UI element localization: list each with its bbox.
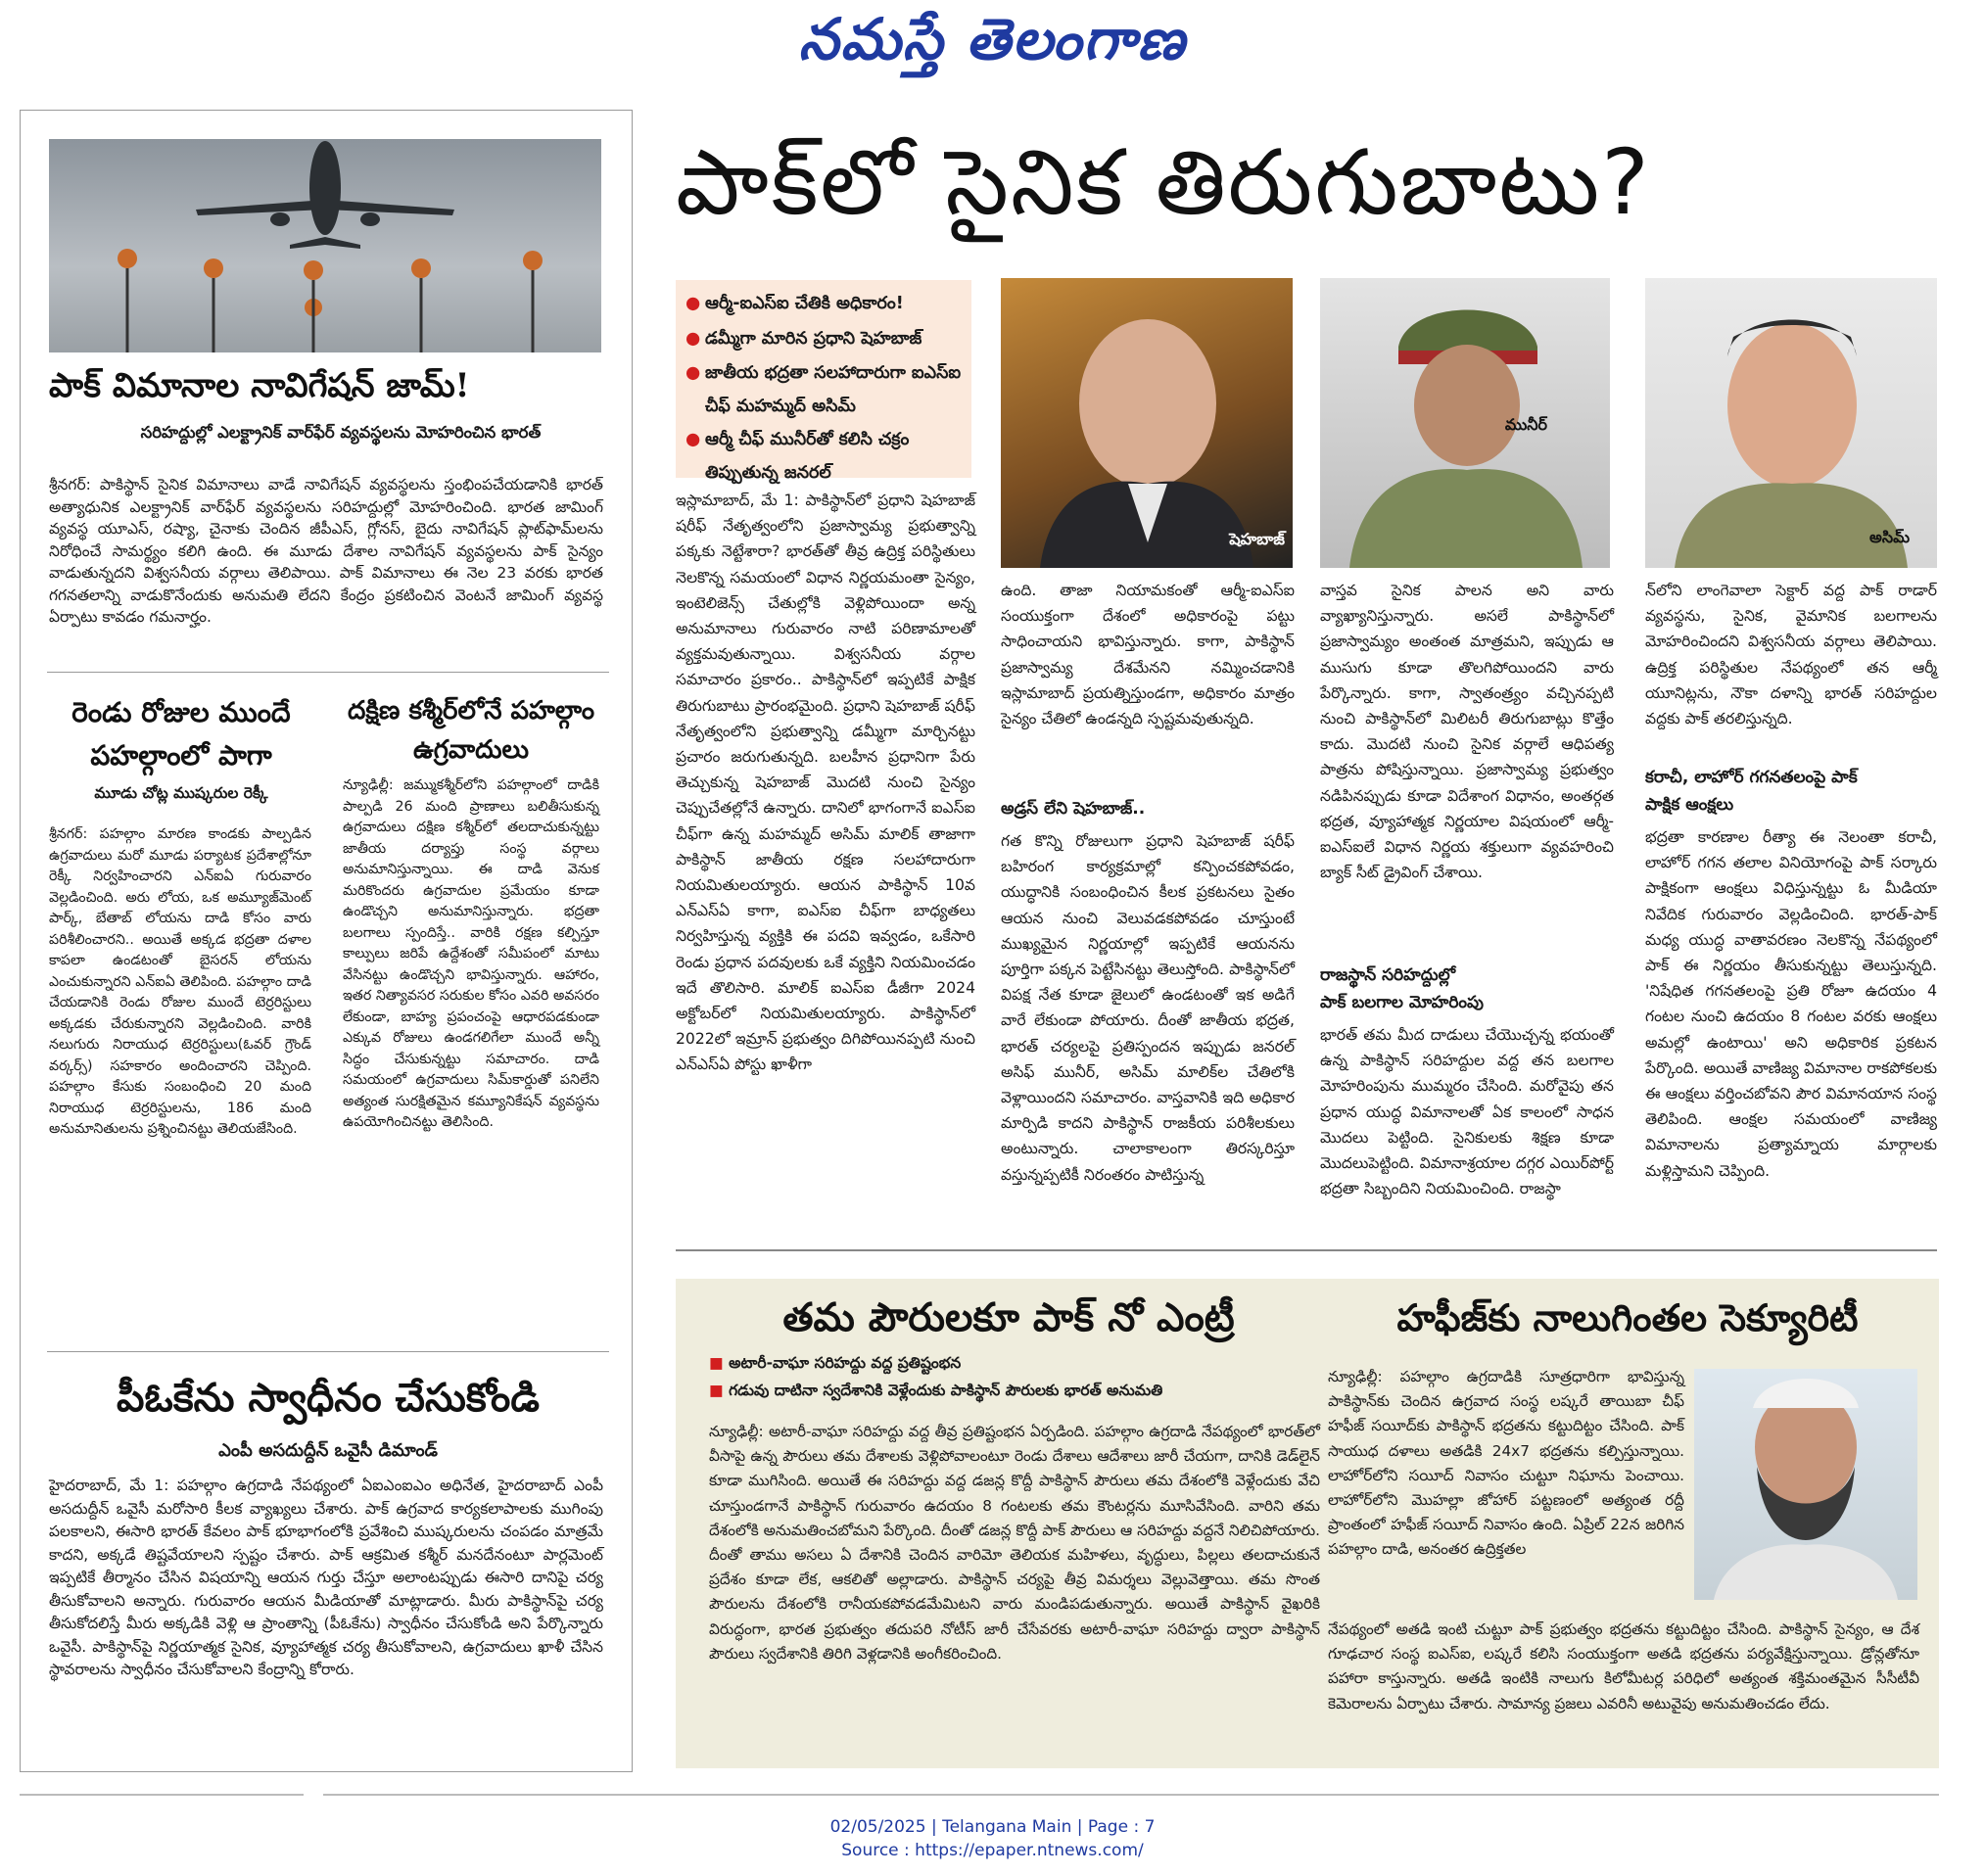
- portrait-illustration: [1694, 1369, 1917, 1600]
- shehbaz-caption: షెహబాజ్: [1229, 530, 1285, 548]
- portrait-illustration: [1645, 278, 1937, 568]
- main-bullet-item: ● డమ్మీగా మారిన ప్రధాని షెహబాజ్: [685, 329, 922, 349]
- main-story-col1: ఇస్లామాబాద్, మే 1: పాకిస్థాన్‌లో ప్రధాని షెహబాజ్ షరీఫ్ నేతృత్వంలోని ప్రజాస్వామ్య ప్రభుత్వాన్ని పక్కకు నెట్టేశారా? భారత్‌తో తీవ్ర ఉద్రిక్త పరిస్థితులు నెలకొన్న సమయంలో విధాన నిర్ణయమంతా సైన్యం, ఇంటెలిజెన్స్ చేతుల్లోకి వెళ్లిపోయిందా అన్న అనుమానాలు గురువారం నాటి పరిణామాలతో వ్యక్తమవుతున్నాయి. విశ్వసనీయ వర్గాల సమాచారం ప్రకారం.. పాకిస్థాన్‌లో ఇప్పటికే పాక్షిక తిరుగుబాటు ప్రారంభమైంది. ప్రధాని షెహబాజ్ షరీఫ్ నేతృత్వంలోని ప్రభుత్వాన్ని డమ్మీగా మార్చినట్టు ప్రచారం జరుగుతున్నది. బలహీన ప్రధానిగా పేరు తెచ్చుకున్న షెహబాజ్ మొదటి నుంచి సైన్యం చెప్పుచేతల్లోనే ఉన్నారు. దానిలో భాగంగానే ఐఎస్‌ఐ చీఫ్‌గా ఉన్న మహమ్మద్ అసిమ్ మాలిక్ తాజాగా పాకిస్థాన్ జాతీయ రక్షణ సలహాదారుగా నియమితులయ్యారు. ఆయన పాకిస్థాన్ 10వ ఎన్ఎస్ఏ కాగా, ఐఎస్ఐ చీఫ్‌గా బాధ్యతలు నిర్వహిస్తున్న వ్యక్తికి ఈ పదవి ఇవ్వడం, ఒకేసారి రెండు ప్రధాన పదవులకు ఒకే వ్యక్తిని నియమించడం ఇదే తొలిసారి. మాలిక్ ఐఎస్ఐ డీజీగా 2024 అక్టోబర్‌లో నియమితులయ్యారు. పాకిస్థాన్‌లో 2022లో ఇమ్రాన్ ప్రభుత్వం దిగిపోయినప్పటి నుంచి ఎన్ఎస్ఏ పోస్టు ఖాళీగా: [676, 492, 975, 1074]
- bottom-story2-body-top: న్యూఢిల్లీ: పహల్గాం ఉగ్రదాడికి సూత్రధారిగా భావిస్తున్న పాకిస్థాన్‌కు చెందిన ఉగ్రవాద సంస్థ లష్కరే తాయిబా చీఫ్ హఫీజ్ సయీద్‌కు పాకిస్థాన్ భద్రతను కట్టుదిట్టం చేసింది. పాక్ సాయుధ దళాలు అతడికి 24x7 భద్రతను కల్పిస్తున్నాయి. లాహోర్‌లోని సయీద్ నివాసం చుట్టూ నిఘాను పెంచాయి. లాహోర్‌లోని మొహల్లా జోహార్ పట్టణంలో అత్యంత రద్దీ ప్రాంతంలో హఫీజ్ సయీద్ నివాసం ఉంది. ఏప్రిల్ 22న జరిగిన పహల్గాం దాడి, అనంతర ఉద్రిక్తతల: [1328, 1368, 1684, 1559]
- airplane-photo: [49, 139, 601, 352]
- main-story-col2b: గత కొన్ని రోజులుగా ప్రధాని షెహబాజ్ షరీఫ్ బహిరంగ కార్యక్రమాల్లో కన్పించకపోవడం, యుద్ధానికి సంబంధించిన కీలక ప్రకటనలు సైతం ఆయన నుంచి వెలువడకపోవడం చూస్తుంటే ముఖ్యమైన నిర్ణయాల్లో ఇప్పటికే ఆయనను పూర్తిగా పక్కన పెట్టేసినట్టు తెలుస్తోంది. పాకిస్థాన్‌లో విపక్ష నేత కూడా జైలులో ఉండటంతో ఇక అడిగే వారే లేకుండా పోయారు. దీంతో జాతీయ భద్రత, భారత్ చర్యలపై ప్రతిస్పందన ఇప్పుడు జనరల్ అసిఫ్ మునీర్, అసిమ్ మాలిక్‌ల చేతిలోకి వెళ్లాయిందని సమాచారం. వాస్తవానికి ఇది అధికార మార్పిడి కాదని పాకిస్థాన్ రాజకీయ పరిశీలకులు అంటున్నారు. చాలాకాలంగా తిరస్కరిస్తూ వస్తున్నప్పటికీ నిరంతరం పాటిస్తున్న: [1001, 832, 1295, 1184]
- airplane-illustration: [49, 139, 601, 352]
- shehbaz-photo: [1001, 278, 1293, 568]
- main-bullets-box: [676, 280, 971, 483]
- divider: [20, 1794, 304, 1796]
- story4-headline: పీఓకేను స్వాధీనం చేసుకోండి: [117, 1376, 540, 1421]
- story2-body: శ్రీనగర్: పహల్గాం మారణ కాండకు పాల్పడిన ఉగ్రవాదులు మరో మూడు పర్యాటక ప్రదేశాల్లోనూ రెక్కీ నిర్వహించారని ఎన్ఐఏ గురువారం వెల్లడించింది. అరు లోయ, ఒక అమ్యూజ్‌మెంట్ పార్క్, బేతాబ్ లోయను దాడి కోసం వారు పరిశీలించారని.. అయితే అక్కడ భద్రతా దళాల కాపలా ఉండటంతో బైసరన్ లోయను ఎంచుకున్నారని ఎన్ఐఏ తెలిపింది. పహల్గాం దాడి చేయడానికి రెండు రోజుల ముందే టెర్రరిస్టులు అక్కడకు చేరుకున్నారని వెల్లడించింది. వారికి నలుగురు నిరాయుధ టెర్రరిస్టులు(ఓవర్ గ్రౌండ్ వర్కర్స్) సహకారం అందించారని చెప్పింది. పహల్గాం కేసుకు సంబంధించి 20 మంది నిరాయుధ టెర్రరిస్టులను, 186 మంది అనుమానితులను ప్రశ్నించినట్టు తెలియజేసింది.: [49, 826, 311, 1137]
- main-story-col2-subhead: అడ్రస్ లేని షెహబాజ్..: [1001, 799, 1146, 819]
- masthead-logo: నమస్తే తెలంగాణ: [798, 6, 1187, 72]
- portrait-illustration: [1320, 278, 1610, 568]
- story1-headline: పాక్ విమానాల నావిగేషన్ జామ్!: [49, 366, 470, 405]
- story2-headline: రెండు రోజుల ముందే పహల్గాంలో పాగా: [71, 696, 291, 772]
- munir-photo: [1320, 278, 1610, 568]
- story4-body: హైదరాబాద్, మే 1: పహల్గాం ఉగ్రదాడి నేపథ్యంలో ఏఐఎంఐఎం అధినేత, హైదరాబాద్ ఎంపీ అసదుద్దీన్ ఒవైసీ మరోసారి కీలక వ్యాఖ్యలు చేశారు. పాక్ ఉగ్రవాద కార్యకలాపాలకు ముగింపు పలకాలని, ఈసారి భారత్ కేవలం పాక్ భూభాగంలోకి ప్రవేశించి ముష్కరులను చంపడం మాత్రమే కాదని, అక్కడే తిష్టవేయాలని స్పష్టం చేశారు. పాక్ ఆక్రమిత కశ్మీర్ మనదేనంటూ పార్లమెంట్ ఇప్పటికే తీర్మానం చేసిన విషయాన్ని ఆయన గుర్తు చేస్తూ అలాంటప్పుడు ఈసారి దానిపై చర్య తీసుకోవాలని అన్నారు. గురువారం ఆయన మీడియాతో మాట్లాడారు. మీరు పాకిస్థాన్‌పై చర్య తీసుకోదలిస్తే మీరు అక్కడికి వెళ్లి ఆ ప్రాంతాన్ని (పీఓకేను) స్వాధీనం చేసుకోండి అని పేర్కొన్నారు ఒవైసీ. పాకిస్థాన్‌పై నిర్ణయాత్మక సైనిక, వ్యూహాత్మక చర్య తీసుకోవాలని, ఉగ్రవాదులు ఖాళీ చేసిన స్థావరాలను స్వాధీనం చేసుకోవాలని కేంద్రాన్ని కోరారు.: [49, 1477, 603, 1678]
- main-story-col4b: భద్రతా కారణాల రీత్యా ఈ నెలంతా కరాచీ, లాహోర్ గగన తలాల వినియోగంపై పాక్ సర్కారు పాక్షికంగా ఆంక్షలు విధిస్తున్నట్టు ఓ మీడియా నివేదిక గురువారం వెల్లడించింది. భారత్-పాక్ మధ్య యుద్ధ వాతావరణం నెలకొన్న నేపథ్యంలో పాక్ ఈ నిర్ణయం తీసుకున్నట్టు తెలుస్తున్నది. 'నిషేధిత గగనతలంపై ప్రతి రోజూ ఉదయం 4 గంటల నుంచి ఉదయం 8 గంటల వరకు ఆంక్షలు అమల్లో ఉంటాయి' అని అధికారిక ప్రకటన పేర్కొంది. అయితే వాణిజ్య విమానాల రాకపోకలకు ఈ ఆంక్షలు వర్తించబోవని పౌర విమానయాన సంస్థ తెలిపింది. ఆంక్షల సమయంలో వాణిజ్య విమానాలను ప్రత్యామ్నాయ మార్గాలకు మళ్లిస్తామని చెప్పింది.: [1645, 828, 1937, 1180]
- bottom-bullet-item: ■ అటారీ-వాఘా సరిహద్దు వద్ద ప్రతిష్టంభన: [709, 1354, 962, 1372]
- hafiz-photo: [1694, 1369, 1917, 1600]
- footer-date-line: 02/05/2025 | Telangana Main | Page : 7: [829, 1817, 1156, 1837]
- bottom-story1-body: న్యూఢిల్లీ: అటారీ-వాఘా సరిహద్దు వద్ద తీవ్ర ప్రతిష్టంభన ఏర్పడింది. పహల్గాం ఉగ్రదాడి నేపథ్యంలో భారత్‌లో వీసాపై ఉన్న పౌరులు తమ దేశాలకు వెళ్లిపోవాలంటూ రెండు దేశాలు ఆదేశాలు జారీ చేయగా, దానికి డెడ్‌లైన్ కూడా ముగిసింది. అయితే ఈ సరిహద్దు వద్ద డజన్ల కొద్దీ పాకిస్థాన్ పౌరులు తమ దేశంలోకి వెళ్లేందుకు వేచి చూస్తుండగానే పాకిస్థాన్ గురువారం ఉదయం 8 గంటలకు తమ కౌంటర్లను మూసివేసింది. వారిని తమ దేశంలోకి అనుమతించబోమని పేర్కొంది. దీంతో డజన్ల కొద్దీ పాక్ పౌరులు ఆ సరిహద్దు వద్దనే నిలిచిపోయారు. దీంతో తాము అసలు ఏ దేశానికి చెందిన వారిమో తెలియక మహిళలు, వృద్ధులు, పిల్లలు తలదాచుకునే ప్రదేశం కూడా లేక, ఆకలితో అల్లాడారు. పాకిస్థాన్ చర్యపై తీవ్ర విమర్శలు వెల్లువెత్తాయి. తమ సొంత పౌరులను దేశంలోకి రానీయకపోవడమేమిటని వారు మండిపడుతున్నారు. అయితే పాకిస్థాన్ వైఖరికి విరుద్ధంగా, భారత ప్రభుత్వం తదుపరి నోటీస్ జారీ చేసేవరకు అటారీ-వాఘా సరిహద్దు ద్వారా పాకిస్థాన్ పౌరులు స్వదేశానికి తిరిగి వెళ్లడానికి అంగీకరించింది.: [709, 1423, 1320, 1663]
- story3-headline: దక్షిణ కశ్మీర్‌లోనే పహల్గాం ఉగ్రవాదులు: [348, 696, 594, 765]
- divider: [47, 672, 609, 673]
- footer-source-link[interactable]: Source : https://epaper.ntnews.com/: [841, 1841, 1144, 1860]
- main-story-col2: ఉంది. తాజా నియామకంతో ఆర్మీ-ఐఎస్‌ఐ సంయుక్తంగా దేశంలో అధికారంపై పట్టు సాధించాయని భావిస్తున్నారు. కాగా, పాకిస్థాన్ ప్రజాస్వామ్య దేశమేనని నమ్మించడానికి ఇస్లామాబాద్ ప్రయత్నిస్తుండగా, అధికారం మాత్రం సైన్యం చేతిలో ఉండన్నది స్పష్టమవుతున్నది.: [1001, 582, 1295, 728]
- main-bullet-item: ● ఆర్మీ చీఫ్ మునీర్‌తో కలిసి చక్రం తిప్పుతున్న జనరల్: [685, 430, 910, 483]
- story3-body: న్యూఢిల్లీ: జమ్ముకశ్మీర్‌లోని పహల్గాంలో దాడికి పాల్పడి 26 మంది ప్రాణాలు బలితీసుకున్న ఉగ్రవాదులు దక్షిణ కశ్మీర్‌లో తలదాచుకున్నట్టు జాతీయ దర్యాప్తు సంస్థ వర్గాలు అనుమానిస్తున్నాయి. ఈ దాడి వెనుక మరికొందరు ఉగ్రవాదుల ప్రమేయం కూడా ఉండొచ్చని అనుమానిస్తున్నారు. భద్రతా బలగాలు స్పందిస్తే.. వారికి రక్షణ కల్పిస్తూ కాల్పులు జరిపే ఉద్దేశంతో సమీపంలో మాటు వేసినట్టు ఉండొచ్చని భావిస్తున్నారు. ఆహారం, ఇతర నిత్యావసర సరుకుల కోసం ఎవరి అవసరం లేకుండా, బాహ్య ప్రపంచంపై ఆధారపడకుండా ఎక్కువ రోజులు ఉండగలిగేలా ముందే అన్నీ సిద్ధం చేసుకున్నట్టు సమాచారం. దాడి సమయంలో ఉగ్రవాదులు సిమ్‌కార్డుతో పనిలేని అత్యంత సురక్షితమైన కమ్యూనికేషన్ వ్యవస్థను ఉపయోగించినట్టు తెలిసింది.: [343, 777, 599, 1130]
- asim-caption: అసిమ్: [1869, 528, 1910, 546]
- main-story-col3-subhead: రాజస్థాన్ సరిహద్దుల్లో పాక్ బలగాల మోహరింపు: [1320, 965, 1485, 1012]
- main-story-col3: వాస్తవ సైనిక పాలన అని వారు వ్యాఖ్యానిస్తున్నారు. అసలే పాకిస్థాన్‌లో ప్రజాస్వామ్యం అంతంత మాత్రమని, ఇప్పుడు ఆ ముసుగు కూడా తొలగిపోయిందని వారు పేర్కొన్నారు. కాగా, స్వాతంత్ర్యం వచ్చినప్పటి నుంచి పాకిస్థాన్‌లో మిలిటరీ తిరుగుబాట్లు కొత్తేం కాదు. మొదటి నుంచి సైనిక వర్గాలే ఆధిపత్య పాత్రను పోషిస్తున్నాయి. ప్రజాస్వామ్య ప్రభుత్వం నడిపినప్పుడు కూడా విదేశాంగ విధానం, అంతర్గత భద్రత, వ్యూహాత్మక నిర్ణయాల విషయంలో ఆర్మీ-ఐఎస్ఐలే విధాన నిర్ణయ శక్తులుగా వ్యవహరించి బ్యాక్ సీట్ డ్రైవింగ్ చేశాయి.: [1320, 582, 1614, 882]
- main-bullets-list: [684, 286, 966, 490]
- story2-subheadline: మూడు చోట్ల ముష్కరుల రెక్కీ: [94, 784, 268, 802]
- divider: [323, 1794, 1939, 1796]
- bottom-bullet-item: ■ గడువు దాటినా స్వదేశానికి వెళ్లేందుకు పాకిస్థాన్ పౌరులకు భారత్ అనుమతి: [709, 1382, 1163, 1399]
- divider: [47, 1351, 609, 1352]
- bottom-story2-headline: హఫీజ్‌కు నాలుగింతల సెక్యూరిటీ: [1396, 1296, 1859, 1339]
- portrait-illustration: [1001, 278, 1293, 568]
- main-story-col4-subhead: కరాచీ, లాహోర్ గగనతలంపై పాక్ పాక్షిక ఆంక్షలు: [1645, 768, 1858, 815]
- story1-subheadline: సరిహద్దుల్లో ఎలక్ట్రానిక్ వార్‌ఫేర్ వ్యవస్థలను మోహరించిన భారత్: [140, 423, 542, 442]
- main-headline: పాక్‌లో సైనిక తిరుగుబాటు?: [676, 130, 1651, 235]
- story1-body: శ్రీనగర్: పాకిస్థాన్ సైనిక విమానాలు వాడే నావిగేషన్ వ్యవస్థలను స్తంభింపచేయడానికి భారత్ అత్యాధునిక ఎలక్ట్రానిక్ వార్‌ఫేర్ వ్యవస్థలను సరిహద్దుల్లో మోహరించింది. భారత జామింగ్ వ్యవస్థ యూఎస్, రష్యా, చైనాకు చెందిన జీపీఎస్, గ్లోనస్, బైదు నావిగేషన్ ప్లాట్‌ఫామ్‌లను నిరోధించే సామర్థ్యం కలిగి ఉంది. ఈ మూడు దేశాల నావిగేషన్ వ్యవస్థలను పాక్ సైన్యం వాడుతున్నదని విశ్వసనీయ వర్గాలు తెలిపాయి. పాక్ విమానాలు ఈ నెల 23 వరకు భారత గగనతలాన్ని వాడుకొనేందుకు అనుమతి లేదని కేంద్రం ప్రకటించిన వెంటనే జామింగ్ వ్యవస్థ ఏర్పాటు కావడం గమనార్హం.: [49, 476, 603, 626]
- bottom-story1-bullets: [709, 1349, 1316, 1404]
- story4-subheadline: ఎంపీ అసదుద్దీన్ ఒవైసీ డిమాండ్: [218, 1440, 438, 1461]
- divider: [676, 1249, 1937, 1251]
- main-story-col3b: భారత్ తమ మీద దాడులు చేయొచ్చన్న భయంతో ఉన్న పాకిస్థాన్ సరిహద్దుల వద్ద తన బలగాల మోహరింపును ముమ్మరం చేసింది. మరోవైపు తన ప్రధాన యుద్ధ విమానాలతో ఏక కాలంలో సాధన మొదలు పెట్టింది. సైనికులకు శిక్షణ కూడా మొదలుపెట్టింది. విమానాశ్రయాల దగ్గర ఎయిర్‌పోర్ట్ భద్రతా సిబ్బందిని నియమించింది. రాజస్థా: [1320, 1026, 1614, 1198]
- main-bullet-item: ● జాతీయ భద్రతా సలహాదారుగా ఐఎస్‌ఐ చీఫ్ మహమ్మద్ అసిమ్: [685, 363, 962, 416]
- bottom-story2-body-bottom: నేపథ్యంలో అతడి ఇంటి చుట్టూ పాక్ ప్రభుత్వం భద్రతను కట్టుదిట్టం చేసింది. పాకిస్థాన్ సైన్యం, ఆ దేశ గూఢచార సంస్థ ఐఎస్ఐ, లష్కరే కలిసి సంయుక్తంగా అతడి భద్రతను పర్యవేక్షిస్తున్నాయి. డ్రోన్లతోనూ పహారా కాస్తున్నారు. అతడి ఇంటికి నాలుగు కిలోమీటర్ల పరిధిలో అత్యంత శక్తిమంతమైన సీసీటీవీ కెమెరాలను ఏర్పాటు చేశారు. సామాన్య ప్రజలు ఎవరినీ అటువైపు అనుమతించడం లేదు.: [1328, 1620, 1919, 1712]
- main-story-col4: న్‌లోని లాంగెవాలా సెక్టార్ వద్ద పాక్ రాడార్ వ్యవస్థను, సైనిక, వైమానిక బలగాలను మోహరించిందని విశ్వసనీయ వర్గాలు తెలిపాయి. ఉద్రిక్త పరిస్థితుల నేపథ్యంలో తన ఆర్మీ యూనిట్లను, నౌకా దళాన్ని భారత్ సరిహద్దుల వద్దకు పాక్ తరలిస్తున్నది.: [1645, 582, 1937, 728]
- munir-caption: మునీర్: [1504, 415, 1547, 434]
- bottom-story1-headline: తమ పౌరులకూ పాక్ నో ఎంట్రీ: [782, 1295, 1235, 1340]
- asim-photo: [1645, 278, 1937, 568]
- main-bullet-item: ● ఆర్మీ-ఐఎస్‌ఐ చేతికి అధికారం!: [685, 294, 904, 313]
